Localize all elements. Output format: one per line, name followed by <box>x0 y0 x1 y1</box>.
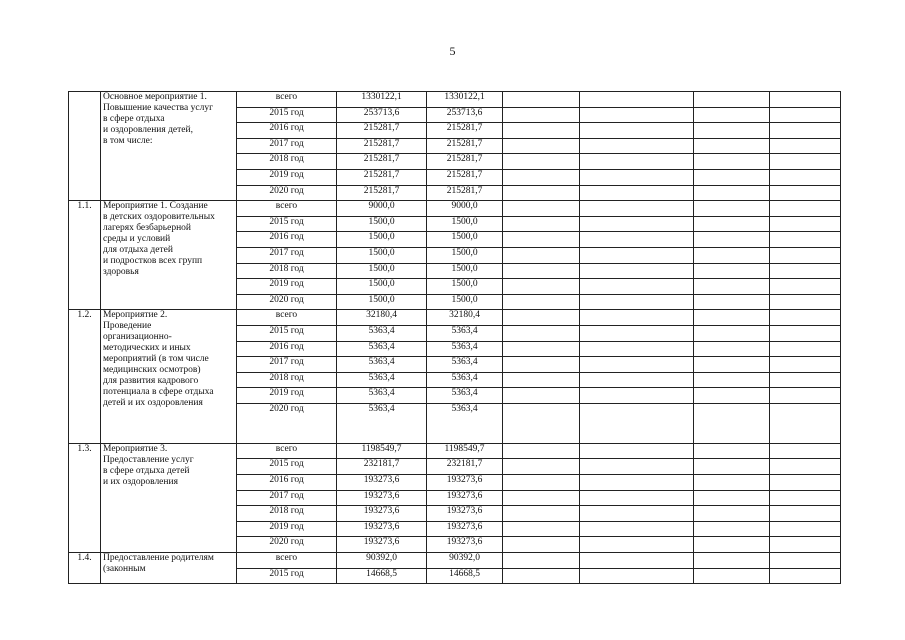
empty-cell <box>770 154 841 170</box>
empty-cell <box>694 294 770 310</box>
value-cell-2: 5363,4 <box>427 403 503 443</box>
empty-cell <box>770 169 841 185</box>
empty-cell <box>770 372 841 388</box>
empty-cell <box>503 553 580 569</box>
empty-cell <box>770 459 841 475</box>
table-body <box>69 92 841 584</box>
year-cell: 2016 год <box>237 475 337 491</box>
value-cell-2: 5363,4 <box>427 372 503 388</box>
table-row <box>69 201 841 217</box>
activity-name-line: Мероприятие 2. <box>103 310 168 321</box>
activity-name-line: в том числе: <box>103 136 153 146</box>
value-cell: 5363,4 <box>337 388 427 404</box>
value-cell-2: 1330122,1 <box>427 92 503 108</box>
empty-cell <box>580 310 694 326</box>
table-row <box>69 553 841 569</box>
empty-cell <box>694 490 770 506</box>
empty-cell <box>580 216 694 232</box>
empty-cell <box>580 247 694 263</box>
empty-cell <box>503 154 580 170</box>
empty-cell <box>770 138 841 154</box>
empty-cell <box>503 506 580 522</box>
table-row <box>69 443 841 459</box>
activity-name-line: Предоставление услуг <box>103 454 194 465</box>
empty-cell <box>503 247 580 263</box>
activity-name-line: Основное мероприятие 1. <box>103 92 207 102</box>
empty-cell <box>770 475 841 491</box>
empty-cell <box>770 92 841 108</box>
activity-name-line: Мероприятие 3. <box>103 443 168 454</box>
empty-cell <box>694 357 770 373</box>
value-cell: 193273,6 <box>337 490 427 506</box>
empty-cell <box>770 263 841 279</box>
value-cell: 1500,0 <box>337 247 427 263</box>
activity-name-line: потенциала в сфере отдыха <box>103 387 214 398</box>
activity-name-line: здоровья <box>103 267 139 278</box>
value-cell-2: 215281,7 <box>427 138 503 154</box>
value-cell: 32180,4 <box>337 310 427 326</box>
value-cell-2: 14668,5 <box>427 568 503 584</box>
value-cell: 9000,0 <box>337 201 427 217</box>
empty-cell <box>770 388 841 404</box>
empty-cell <box>580 107 694 123</box>
activity-name-line: детей и их оздоровления <box>103 398 203 409</box>
activity-name-line: для отдыха детей <box>103 245 173 256</box>
value-cell: 193273,6 <box>337 506 427 522</box>
empty-cell <box>503 123 580 139</box>
year-cell: 2020 год <box>237 185 337 201</box>
activity-name-line: организационно- <box>103 332 172 343</box>
empty-cell <box>694 310 770 326</box>
empty-cell <box>580 185 694 201</box>
empty-cell <box>580 506 694 522</box>
value-cell: 1500,0 <box>337 294 427 310</box>
year-cell: всего <box>237 92 337 108</box>
empty-cell <box>770 357 841 373</box>
empty-cell <box>580 92 694 108</box>
empty-cell <box>580 294 694 310</box>
row-number: 1.2. <box>69 310 101 444</box>
empty-cell <box>503 216 580 232</box>
year-cell: 2015 год <box>237 216 337 232</box>
value-cell: 5363,4 <box>337 403 427 443</box>
empty-cell <box>503 475 580 491</box>
row-number: 1.1. <box>69 201 101 310</box>
value-cell: 215281,7 <box>337 169 427 185</box>
page-number: 5 <box>449 44 456 58</box>
empty-cell <box>694 123 770 139</box>
activity-name-line: и их оздоровления <box>103 476 178 487</box>
empty-cell <box>694 201 770 217</box>
activity-name <box>101 443 237 552</box>
empty-cell <box>770 201 841 217</box>
value-cell: 215281,7 <box>337 185 427 201</box>
value-cell-2: 90392,0 <box>427 553 503 569</box>
empty-cell <box>694 341 770 357</box>
value-cell-2: 215281,7 <box>427 185 503 201</box>
empty-cell <box>503 169 580 185</box>
empty-cell <box>770 553 841 569</box>
value-cell: 1198549,7 <box>337 443 427 459</box>
value-cell-2: 1500,0 <box>427 216 503 232</box>
empty-cell <box>770 279 841 295</box>
activity-name-line: среды и условий <box>103 234 171 245</box>
year-cell: 2019 год <box>237 169 337 185</box>
value-cell: 1500,0 <box>337 232 427 248</box>
year-cell: всего <box>237 553 337 569</box>
empty-cell <box>770 123 841 139</box>
empty-cell <box>580 201 694 217</box>
empty-cell <box>503 357 580 373</box>
activity-name-line: Предоставление родителям <box>103 553 214 564</box>
value-cell-2: 1500,0 <box>427 263 503 279</box>
value-cell-2: 32180,4 <box>427 310 503 326</box>
empty-cell <box>694 443 770 459</box>
empty-cell <box>770 325 841 341</box>
empty-cell <box>580 475 694 491</box>
empty-cell <box>503 294 580 310</box>
value-cell-2: 9000,0 <box>427 201 503 217</box>
empty-cell <box>694 325 770 341</box>
value-cell-2: 1198549,7 <box>427 443 503 459</box>
empty-cell <box>580 372 694 388</box>
year-cell: всего <box>237 310 337 326</box>
value-cell-2: 193273,6 <box>427 521 503 537</box>
value-cell: 14668,5 <box>337 568 427 584</box>
empty-cell <box>580 490 694 506</box>
empty-cell <box>580 568 694 584</box>
empty-cell <box>580 232 694 248</box>
empty-cell <box>770 247 841 263</box>
value-cell: 215281,7 <box>337 123 427 139</box>
activity-name-line: методических и иных <box>103 343 191 354</box>
activity-name-line: для развития кадрового <box>103 376 199 387</box>
value-cell-2: 193273,6 <box>427 490 503 506</box>
empty-cell <box>694 92 770 108</box>
value-cell: 215281,7 <box>337 138 427 154</box>
empty-cell <box>580 169 694 185</box>
activity-name-line: Мероприятие 1. Создание <box>103 201 208 212</box>
activity-name <box>101 553 237 584</box>
empty-cell <box>580 388 694 404</box>
activity-name-line: лагерях безбарьерной <box>103 223 192 234</box>
budget-table <box>68 91 841 584</box>
empty-cell <box>580 443 694 459</box>
activity-name-line: Проведение <box>103 321 152 332</box>
empty-cell <box>770 506 841 522</box>
activity-name <box>101 310 237 444</box>
value-cell-2: 1500,0 <box>427 294 503 310</box>
empty-cell <box>503 341 580 357</box>
empty-cell <box>694 232 770 248</box>
value-cell: 1500,0 <box>337 279 427 295</box>
empty-cell <box>770 310 841 326</box>
empty-cell <box>694 107 770 123</box>
value-cell: 193273,6 <box>337 475 427 491</box>
value-cell: 1500,0 <box>337 216 427 232</box>
empty-cell <box>694 247 770 263</box>
year-cell: 2016 год <box>237 232 337 248</box>
activity-name-line: и подростков всех групп <box>103 256 203 267</box>
empty-cell <box>694 506 770 522</box>
value-cell-2: 215281,7 <box>427 169 503 185</box>
empty-cell <box>503 201 580 217</box>
activity-name-line: и оздоровления детей, <box>103 125 193 135</box>
value-cell-2: 253713,6 <box>427 107 503 123</box>
value-cell: 1330122,1 <box>337 92 427 108</box>
empty-cell <box>503 388 580 404</box>
empty-cell <box>770 537 841 553</box>
activity-name-line: медицинских осмотров) <box>103 365 201 376</box>
empty-cell <box>694 537 770 553</box>
empty-cell <box>503 232 580 248</box>
empty-cell <box>580 521 694 537</box>
empty-cell <box>770 521 841 537</box>
value-cell: 193273,6 <box>337 537 427 553</box>
row-number: 1.3. <box>69 443 101 552</box>
year-cell: 2015 год <box>237 325 337 341</box>
year-cell: 2019 год <box>237 279 337 295</box>
empty-cell <box>694 263 770 279</box>
empty-cell <box>770 403 841 443</box>
empty-cell <box>770 107 841 123</box>
year-cell: 2020 год <box>237 403 337 443</box>
empty-cell <box>694 138 770 154</box>
empty-cell <box>694 279 770 295</box>
value-cell: 5363,4 <box>337 372 427 388</box>
year-cell: 2017 год <box>237 247 337 263</box>
row-number: 1.4. <box>69 553 101 584</box>
empty-cell <box>694 521 770 537</box>
empty-cell <box>503 138 580 154</box>
empty-cell <box>770 294 841 310</box>
value-cell-2: 215281,7 <box>427 123 503 139</box>
empty-cell <box>503 490 580 506</box>
activity-name-line: в детских оздоровительных <box>103 212 215 223</box>
empty-cell <box>694 388 770 404</box>
year-cell: 2018 год <box>237 372 337 388</box>
empty-cell <box>580 123 694 139</box>
empty-cell <box>694 403 770 443</box>
value-cell-2: 193273,6 <box>427 537 503 553</box>
value-cell-2: 1500,0 <box>427 279 503 295</box>
empty-cell <box>694 185 770 201</box>
empty-cell <box>580 341 694 357</box>
empty-cell <box>694 154 770 170</box>
empty-cell <box>580 263 694 279</box>
year-cell: 2015 год <box>237 107 337 123</box>
activity-name-line: мероприятий (в том числе <box>103 354 209 365</box>
empty-cell <box>580 154 694 170</box>
empty-cell <box>694 372 770 388</box>
empty-cell <box>770 185 841 201</box>
empty-cell <box>694 568 770 584</box>
activity-name-line: в сфере отдыха детей <box>103 465 190 476</box>
empty-cell <box>580 537 694 553</box>
empty-cell <box>770 568 841 584</box>
year-cell: 2015 год <box>237 459 337 475</box>
value-cell-2: 193273,6 <box>427 475 503 491</box>
empty-cell <box>770 341 841 357</box>
empty-cell <box>503 443 580 459</box>
activity-name-line: (законным <box>103 564 146 575</box>
row-number <box>69 92 101 201</box>
year-cell: 2017 год <box>237 357 337 373</box>
value-cell: 90392,0 <box>337 553 427 569</box>
empty-cell <box>503 107 580 123</box>
value-cell-2: 193273,6 <box>427 506 503 522</box>
year-cell: 2015 год <box>237 568 337 584</box>
empty-cell <box>503 521 580 537</box>
empty-cell <box>770 216 841 232</box>
value-cell-2: 1500,0 <box>427 232 503 248</box>
year-cell: всего <box>237 201 337 217</box>
value-cell: 253713,6 <box>337 107 427 123</box>
empty-cell <box>503 185 580 201</box>
value-cell-2: 5363,4 <box>427 325 503 341</box>
value-cell: 5363,4 <box>337 341 427 357</box>
year-cell: 2020 год <box>237 537 337 553</box>
year-cell: 2016 год <box>237 341 337 357</box>
empty-cell <box>694 459 770 475</box>
table-row <box>69 92 841 108</box>
value-cell-2: 5363,4 <box>427 357 503 373</box>
value-cell: 193273,6 <box>337 521 427 537</box>
year-cell: 2018 год <box>237 154 337 170</box>
empty-cell <box>694 553 770 569</box>
empty-cell <box>503 263 580 279</box>
activity-name-line: в сфере отдыха <box>103 114 165 124</box>
empty-cell <box>770 232 841 248</box>
value-cell: 1500,0 <box>337 263 427 279</box>
empty-cell <box>503 325 580 341</box>
year-cell: 2019 год <box>237 388 337 404</box>
table-row <box>69 310 841 326</box>
activity-name <box>101 201 237 310</box>
activity-name <box>101 92 237 201</box>
empty-cell <box>503 403 580 443</box>
empty-cell <box>503 372 580 388</box>
value-cell: 5363,4 <box>337 357 427 373</box>
year-cell: 2016 год <box>237 123 337 139</box>
empty-cell <box>770 443 841 459</box>
empty-cell <box>694 169 770 185</box>
empty-cell <box>503 568 580 584</box>
empty-cell <box>503 310 580 326</box>
empty-cell <box>503 459 580 475</box>
value-cell-2: 5363,4 <box>427 341 503 357</box>
value-cell-2: 1500,0 <box>427 247 503 263</box>
activity-name-line: Повышение качества услуг <box>103 103 213 113</box>
empty-cell <box>580 553 694 569</box>
empty-cell <box>694 475 770 491</box>
value-cell-2: 232181,7 <box>427 459 503 475</box>
empty-cell <box>503 279 580 295</box>
value-cell-2: 5363,4 <box>427 388 503 404</box>
year-cell: 2017 год <box>237 490 337 506</box>
year-cell: всего <box>237 443 337 459</box>
empty-cell <box>503 92 580 108</box>
empty-cell <box>580 279 694 295</box>
empty-cell <box>770 490 841 506</box>
year-cell: 2020 год <box>237 294 337 310</box>
empty-cell <box>580 403 694 443</box>
year-cell: 2019 год <box>237 521 337 537</box>
value-cell: 5363,4 <box>337 325 427 341</box>
value-cell-2: 215281,7 <box>427 154 503 170</box>
empty-cell <box>694 216 770 232</box>
empty-cell <box>580 138 694 154</box>
empty-cell <box>580 357 694 373</box>
value-cell: 232181,7 <box>337 459 427 475</box>
year-cell: 2018 год <box>237 263 337 279</box>
empty-cell <box>580 325 694 341</box>
empty-cell <box>580 459 694 475</box>
empty-cell <box>503 537 580 553</box>
year-cell: 2018 год <box>237 506 337 522</box>
value-cell: 215281,7 <box>337 154 427 170</box>
year-cell: 2017 год <box>237 138 337 154</box>
